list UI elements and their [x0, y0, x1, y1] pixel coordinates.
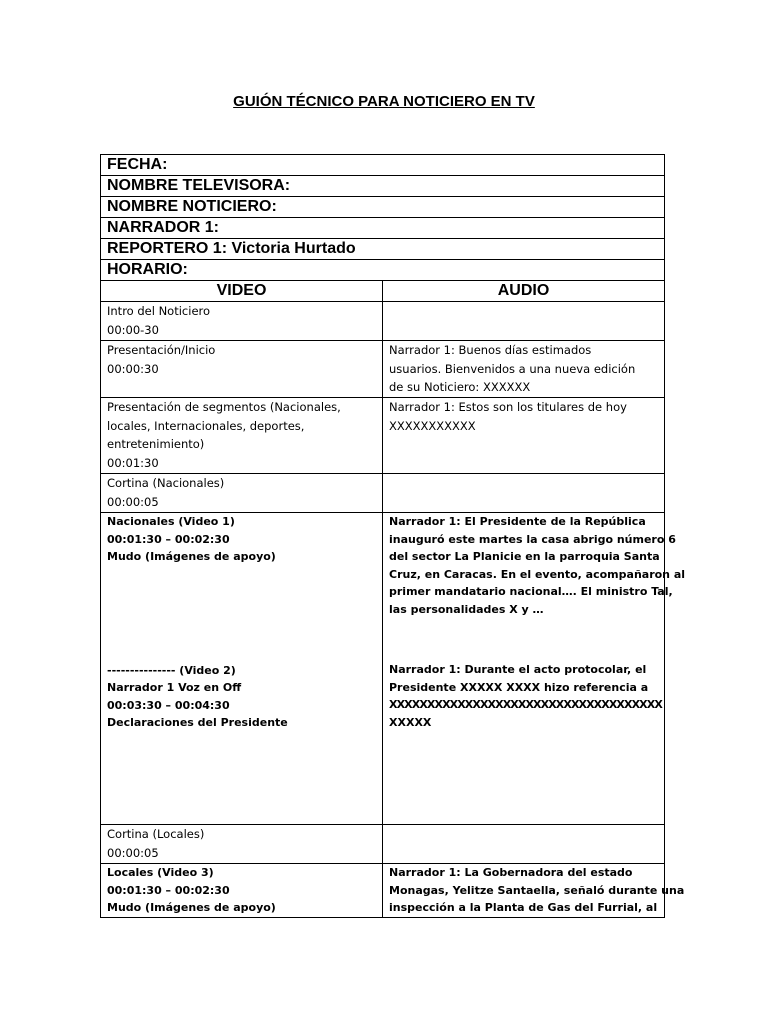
video-line: Locales (Video 3)	[107, 866, 214, 879]
audio-line: primer mandatario nacional…. El ministro Tal,	[389, 585, 673, 598]
video-line: Narrador 1 Voz en Off	[107, 681, 242, 694]
audio-line: Narrador 1: Buenos días estimados	[389, 343, 592, 357]
noticiero-label: NOMBRE NOTICIERO:	[101, 197, 665, 218]
header-row-televisora	[101, 176, 665, 197]
audio-cell	[383, 513, 686, 825]
audio-cell	[383, 302, 665, 341]
video-line: Mudo (Imágenes de apoyo)	[107, 550, 276, 563]
video-line: Declaraciones del Presidente	[107, 716, 288, 729]
header-row-narrador	[101, 218, 665, 239]
audio-line: Presidente XXXXX XXXX hizo referencia a	[389, 680, 649, 694]
video-cell	[101, 302, 383, 341]
audio-line: Narrador 1: El Presidente de la República	[389, 515, 646, 528]
audio-cell	[383, 341, 665, 398]
audio-line: XXXXXXXXXXXXXXXXXXXXXXXXXXXXXXXXXXXX	[389, 698, 662, 711]
video-line: 00:00-30	[107, 322, 159, 337]
script-table	[100, 154, 686, 918]
video-cell	[101, 513, 383, 825]
video-line: 00:01:30	[107, 455, 159, 470]
video-line: Cortina (Locales)	[107, 827, 205, 841]
audio-line: XXXXXXXXXXX	[389, 418, 476, 433]
audio-line: del sector La Planicie en la parroquia Santa	[389, 550, 660, 563]
video-line: 00:01:30 – 00:02:30	[107, 532, 230, 546]
video-line: entretenimiento)	[107, 437, 205, 451]
table-row	[101, 302, 665, 341]
video-line: 00:01:30 – 00:02:30	[107, 883, 230, 897]
video-column-header: VIDEO	[101, 281, 383, 302]
video-cell	[101, 864, 383, 918]
audio-line: XXXXX	[389, 715, 432, 729]
table-row	[101, 341, 665, 398]
header-row-noticiero	[101, 197, 665, 218]
video-line: 00:00:05	[107, 494, 159, 509]
table-row	[101, 864, 665, 918]
page-title: GUIÓN TÉCNICO PARA NOTICIERO EN TV	[233, 93, 535, 110]
video-line: --------------- (Video 2)	[107, 663, 236, 677]
video-line: 00:00:30	[107, 361, 159, 376]
column-header-row	[101, 281, 665, 302]
video-line: 00:00:05	[107, 845, 159, 860]
audio-line: usuarios. Bienvenidos a una nueva edición	[389, 361, 636, 376]
video-line: Presentación/Inicio	[107, 343, 216, 357]
header-row-reportero	[101, 239, 665, 260]
audio-line: Cruz, en Caracas. En el evento, acompañaron al	[389, 567, 686, 581]
audio-column-header: AUDIO	[383, 281, 665, 302]
video-line: Mudo (Imágenes de apoyo)	[107, 901, 276, 914]
video-line: Intro del Noticiero	[107, 304, 211, 318]
audio-line: inauguró este martes la casa abrigo número 6	[389, 532, 676, 546]
video-line: locales, Internacionales, deportes,	[107, 418, 305, 433]
video-line: Presentación de segmentos (Nacionales,	[107, 400, 341, 414]
video-cell	[101, 341, 383, 398]
fecha-label: FECHA:	[101, 155, 665, 176]
audio-cell	[383, 398, 665, 474]
audio-line: Monagas, Yelitze Santaella, señaló durante una	[389, 883, 685, 897]
table-row	[101, 474, 665, 513]
video-cell	[101, 825, 383, 864]
audio-cell	[383, 474, 665, 513]
table-row	[101, 825, 665, 864]
audio-line: inspección a la Planta de Gas del Furrial, al	[389, 901, 658, 914]
video-line: Cortina (Nacionales)	[107, 476, 225, 490]
audio-line: Narrador 1: Durante el acto protocolar, el	[389, 663, 647, 676]
header-row-fecha	[101, 155, 665, 176]
reportero-label: REPORTERO 1: Victoria Hurtado	[101, 239, 665, 260]
video-line: 00:03:30 – 00:04:30	[107, 698, 230, 712]
table-row	[101, 513, 665, 825]
video-line: Nacionales (Video 1)	[107, 515, 235, 528]
audio-cell	[383, 864, 685, 918]
audio-cell	[383, 825, 665, 864]
audio-line: Narrador 1: Estos son los titulares de hoy	[389, 400, 627, 414]
televisora-label: NOMBRE TELEVISORA:	[101, 176, 665, 197]
horario-label: HORARIO:	[101, 260, 665, 281]
video-cell	[101, 398, 383, 474]
narrador-label: NARRADOR 1:	[101, 218, 665, 239]
header-row-horario	[101, 260, 665, 281]
table-row	[101, 398, 665, 474]
audio-line: las personalidades X y …	[389, 602, 544, 616]
audio-line: de su Noticiero: XXXXXX	[389, 380, 531, 394]
video-cell	[101, 474, 383, 513]
audio-line: Narrador 1: La Gobernadora del estado	[389, 866, 633, 879]
